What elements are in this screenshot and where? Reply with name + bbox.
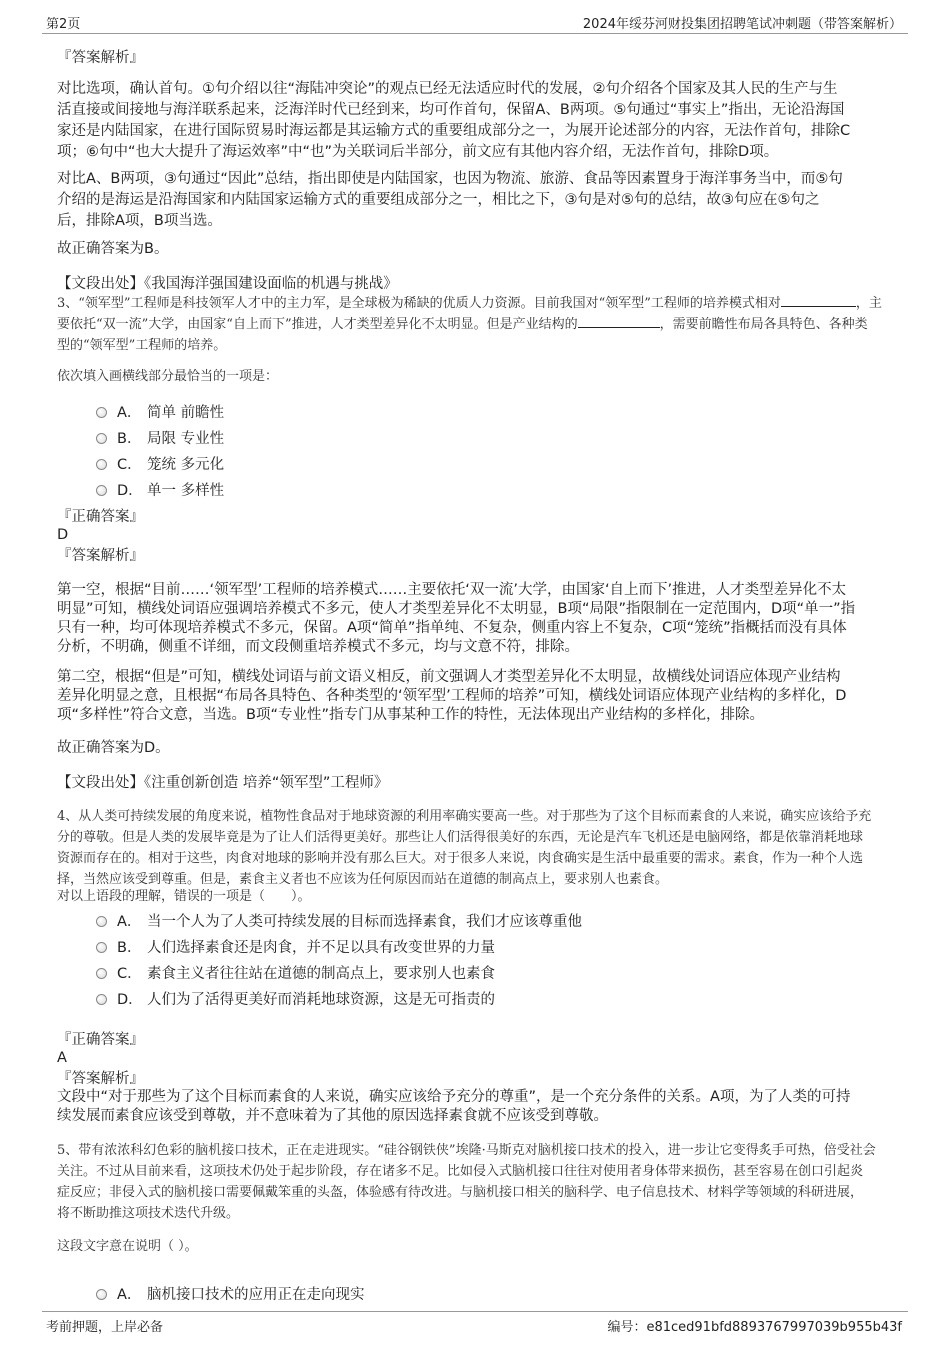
text-line: 5、带有浓浓科幻色彩的脑机接口技术，正在走进现实。“硅谷钢铁侠”埃隆·马斯克对脑机接口技术的投入，进一步让它变得炙手可热，倍受社会: [57, 1143, 876, 1158]
text-line: 对比选项，确认首句。①句介绍以往“海陆冲突论”的观点已经无法适应时代的发展，②句介绍各个国家及其人民的生产与生: [57, 81, 838, 97]
text-line: 分的尊敬。但是人类的发展毕竟是为了让人们活得更美好。那些让人们活得很美好的东西，无论是汽车飞机还是电脑网络，都是依靠消耗地球: [57, 830, 864, 845]
text-line: 关注。不过从目前来看，这项技术仍处于起步阶段，存在诸多不足。比如侵入式脑机接口往往对使用者身体带来损伤，甚至容易在创口引起炎: [57, 1164, 864, 1179]
page-header: [42, 13, 908, 34]
text-line: 择，当然应该受到尊重。但是，素食主义者也不应该为任何原因而站在道德的制高点上，要求别人也素食。: [57, 872, 669, 887]
option-c[interactable]: C． 素食主义者往往站在道德的制高点上，要求别人也素食: [96, 962, 495, 983]
text-line: 后，排除A项，B项当选。: [57, 213, 222, 229]
radio-icon[interactable]: [96, 916, 107, 927]
option-c[interactable]: C． 笼统 多元化: [96, 453, 224, 474]
radio-icon[interactable]: [96, 433, 107, 444]
text-line: 3、“领军型”工程师是科技领军人才中的主力军，是全球极为稀缺的优质人力资源。目前我国对“领军型”工程师的培养模式相对 ，主: [57, 296, 882, 311]
question-prompt: 依次填入画横线部分最恰当的一项是：: [57, 369, 279, 384]
answer-value: D: [57, 527, 69, 543]
radio-icon[interactable]: [96, 1289, 107, 1300]
text-line: 将不断助推这项技术迭代升级。: [57, 1206, 240, 1221]
source: 【文段出处】《我国海洋强国建设面临的机遇与挑战》: [57, 276, 398, 292]
radio-icon[interactable]: [96, 968, 107, 979]
radio-icon[interactable]: [96, 485, 107, 496]
option-a[interactable]: A． 当一个人为了人类可持续发展的目标而选择素食，我们才应该尊重他: [96, 910, 582, 931]
text-line: 资源而存在的。相对于这些，肉食对地球的影响并没有那么巨大。对于很多人来说，肉食确实是生活中最重要的需求。素食，作为一种个人选: [57, 851, 864, 866]
radio-icon[interactable]: [96, 459, 107, 470]
analysis-label: 『答案解析』: [57, 548, 144, 564]
text-line: 4、从人类可持续发展的角度来说，植物性食品对于地球资源的利用率确实要高一些。对于那些为了这个目标而素食的人来说，确实应该给予充: [57, 809, 872, 824]
option-b[interactable]: B． 局限 专业性: [96, 427, 224, 448]
answer-label: 『正确答案』: [57, 1032, 144, 1048]
answer-value: A: [57, 1050, 67, 1066]
text-line: 第一空，根据“目前……‘领军型’工程师的培养模式……主要依托‘双一流’大学，由国家‘自上而下’推进，人才类型差异化不太: [57, 582, 847, 598]
answer-label: 『正确答案』: [57, 509, 144, 525]
text-line: 项“多样性”符合文意，当选。B项“专业性”指专门从事某种工作的特性，无法体现出产业结构的多样化，排除。: [57, 707, 764, 723]
text-line: 症反应；非侵入式的脑机接口需要佩戴笨重的头盔，体验感有待改进。与脑机接口相关的脑科学、电子信息技术、材料学等领域的科研进展，: [57, 1185, 864, 1200]
text-line: 第二空，根据“但是”可知，横线处词语与前文语义相反，前文强调人才类型差异化不太明显，故横线处词语应体现产业结构: [57, 669, 841, 685]
text-line: 活直接或间接地与海洋联系起来，泛海洋时代已经到来，均可作首句，保留A、B两项。⑤句通过“事实上”指出，无论沿海国: [57, 102, 845, 118]
text-line: 项；⑥句中“也大大提升了海运效率”中“也”为关联词后半部分，前文应有其他内容介绍，无法作首句，排除D项。: [57, 144, 779, 160]
question-prompt: 对以上语段的理解，错误的一项是（ ）。: [57, 889, 311, 904]
source: 【文段出处】《注重创新创造 培养“领军型”工程师》: [57, 775, 389, 791]
text-line: 型的“领军型”工程师的培养。: [57, 338, 227, 353]
document-id: 编号：e81ced91bfd8893767997039b955b43f: [607, 1320, 902, 1335]
text-line: 只有一种，均可体现培养模式不多元，保留。A项“简单”指单纯、不复杂，侧重内容上不复杂，C项“笼统”指概括而没有具体: [57, 620, 847, 636]
radio-icon[interactable]: [96, 407, 107, 418]
text-line: 对比A、B两项，③句通过“因此”总结，指出即使是内陆国家，也因为物流、旅游、食品等因素置身于海洋事务当中，而⑤句: [57, 171, 843, 187]
analysis-label: 『答案解析』: [57, 1071, 144, 1087]
radio-icon[interactable]: [96, 994, 107, 1005]
option-d[interactable]: D． 人们为了活得更美好而消耗地球资源，这是无可指责的: [96, 988, 495, 1009]
analysis-label: 『答案解析』: [57, 50, 144, 66]
footer-slogan: 考前押题，上岸必备: [46, 1320, 164, 1335]
text-line: 差异化明显之意，且根据“布局各具特色、各种类型的‘领军型’工程师的培养”可知，横线处词语应体现产业结构的多样化，D: [57, 688, 847, 704]
option-a[interactable]: A． 脑机接口技术的应用正在走向现实: [96, 1283, 365, 1304]
conclusion: 故正确答案为B。: [57, 241, 169, 257]
radio-icon[interactable]: [96, 942, 107, 953]
option-b[interactable]: B． 人们选择素食还是肉食，并不足以具有改变世界的力量: [96, 936, 495, 957]
conclusion: 故正确答案为D。: [57, 740, 170, 756]
text-line: 介绍的是海运是沿海国家和内陆国家运输方式的重要组成部分之一，相比之下，③句是对⑤句的总结，故③句应在⑤句之: [57, 192, 820, 208]
option-a[interactable]: A． 简单 前瞻性: [96, 401, 224, 422]
text-line: 文段中“对于那些为了这个目标而素食的人来说，确实应该给予充分的尊重”，是一个充分条件的关系。A项，为了人类的可持: [57, 1089, 851, 1105]
option-d[interactable]: D． 单一 多样性: [96, 479, 224, 500]
text-line: 明显”可知，横线处词语应强调培养模式不多元，使人才类型差异化不太明显，B项“局限”指限制在一定范围内，D项“单一”指: [57, 601, 856, 617]
document-title: 2024年绥芬河财投集团招聘笔试冲刺题（带答案解析）: [582, 17, 902, 32]
text-line: 要依托“双一流”大学，由国家“自上而下”推进，人才类型差异化不太明显。但是产业结构的 ，需要前瞻性布局各具特色、各种类: [57, 317, 868, 332]
text-line: 家还是内陆国家，在进行国际贸易时海运都是其运输方式的重要组成部分之一，为展开论述部分的内容，无法作首句，排除C: [57, 123, 851, 139]
page-number: 第2页: [46, 17, 81, 32]
text-line: 续发展而素食应该受到尊敬，并不意味着为了其他的原因选择素食就不应该受到尊敬。: [57, 1108, 608, 1124]
question-prompt: 这段文字意在说明（ ）。: [57, 1239, 198, 1254]
text-line: 分析，不明确，侧重不详细，而文段侧重培养模式不多元，均与文意不符，排除。: [57, 639, 579, 655]
page-footer: [42, 1311, 908, 1334]
